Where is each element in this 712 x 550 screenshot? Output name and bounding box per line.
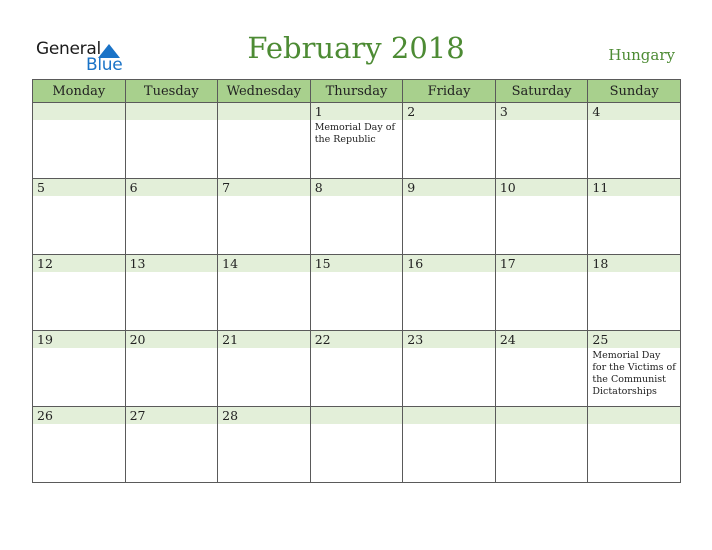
day-number	[311, 407, 403, 424]
day-cell	[218, 255, 311, 331]
day-cell	[310, 407, 403, 483]
day-cell	[310, 255, 403, 331]
day-cell	[218, 179, 311, 255]
day-cell	[218, 103, 311, 179]
day-number: 20	[126, 331, 218, 348]
day-number: 18	[588, 255, 680, 272]
day-cell	[125, 103, 218, 179]
weekday-friday: Friday	[403, 80, 496, 103]
day-cell	[495, 331, 588, 407]
day-cell	[588, 103, 681, 179]
day-cell	[588, 331, 681, 407]
day-cell	[310, 103, 403, 179]
day-number: 26	[33, 407, 125, 424]
day-cell	[495, 407, 588, 483]
day-cell	[125, 179, 218, 255]
day-number: 21	[218, 331, 310, 348]
day-number: 24	[496, 331, 588, 348]
day-cell	[403, 255, 496, 331]
day-cell	[403, 179, 496, 255]
weekday-tuesday: Tuesday	[125, 80, 218, 103]
weekday-monday: Monday	[33, 80, 126, 103]
weekday-saturday: Saturday	[495, 80, 588, 103]
day-number: 13	[126, 255, 218, 272]
day-number	[126, 103, 218, 120]
weekday-sunday: Sunday	[588, 80, 681, 103]
weekday-wednesday: Wednesday	[218, 80, 311, 103]
day-cell	[403, 407, 496, 483]
day-number: 5	[33, 179, 125, 196]
day-cell	[310, 179, 403, 255]
day-cell	[495, 103, 588, 179]
day-cell	[33, 255, 126, 331]
day-cell	[33, 407, 126, 483]
week-row	[33, 331, 681, 407]
day-number: 27	[126, 407, 218, 424]
week-row	[33, 407, 681, 483]
week-row	[33, 179, 681, 255]
day-number	[496, 407, 588, 424]
day-number: 16	[403, 255, 495, 272]
holiday-label: Memorial Day of the Republic	[314, 122, 395, 145]
holiday-label: Memorial Day for the Victims of the Communist Dictatorships	[592, 350, 676, 397]
day-cell	[588, 179, 681, 255]
day-number: 14	[218, 255, 310, 272]
day-cell	[218, 407, 311, 483]
day-number	[33, 103, 125, 120]
day-number: 9	[403, 179, 495, 196]
day-number: 10	[496, 179, 588, 196]
day-number: 25	[588, 331, 680, 348]
logo-blue-text: Blue	[86, 55, 123, 75]
day-number: 7	[218, 179, 310, 196]
weekday-header-row	[33, 80, 681, 103]
day-cell	[495, 179, 588, 255]
day-cell	[33, 331, 126, 407]
weekday-thursday: Thursday	[310, 80, 403, 103]
day-cell	[125, 407, 218, 483]
day-number: 22	[311, 331, 403, 348]
day-number: 6	[126, 179, 218, 196]
week-row	[33, 103, 681, 179]
day-cell	[310, 331, 403, 407]
day-cell	[495, 255, 588, 331]
day-number: 11	[588, 179, 680, 196]
day-number: 8	[311, 179, 403, 196]
day-cell	[403, 103, 496, 179]
country-label: Hungary	[608, 46, 675, 64]
logo-general-text: General	[36, 39, 101, 59]
day-cell	[218, 331, 311, 407]
day-number: 12	[33, 255, 125, 272]
day-number: 4	[588, 103, 680, 120]
day-number	[403, 407, 495, 424]
day-cell	[33, 103, 126, 179]
day-cell	[125, 255, 218, 331]
day-number: 28	[218, 407, 310, 424]
day-number: 3	[496, 103, 588, 120]
day-number: 19	[33, 331, 125, 348]
day-number: 1	[311, 103, 403, 120]
day-number	[588, 407, 680, 424]
day-cell	[33, 179, 126, 255]
day-number: 15	[311, 255, 403, 272]
week-row	[33, 255, 681, 331]
day-number	[218, 103, 310, 120]
day-number: 17	[496, 255, 588, 272]
day-cell	[403, 331, 496, 407]
day-number: 2	[403, 103, 495, 120]
calendar-grid	[32, 79, 681, 483]
day-cell	[125, 331, 218, 407]
page-title: February 2018	[247, 31, 465, 65]
day-cell	[588, 407, 681, 483]
day-number: 23	[403, 331, 495, 348]
day-cell	[588, 255, 681, 331]
